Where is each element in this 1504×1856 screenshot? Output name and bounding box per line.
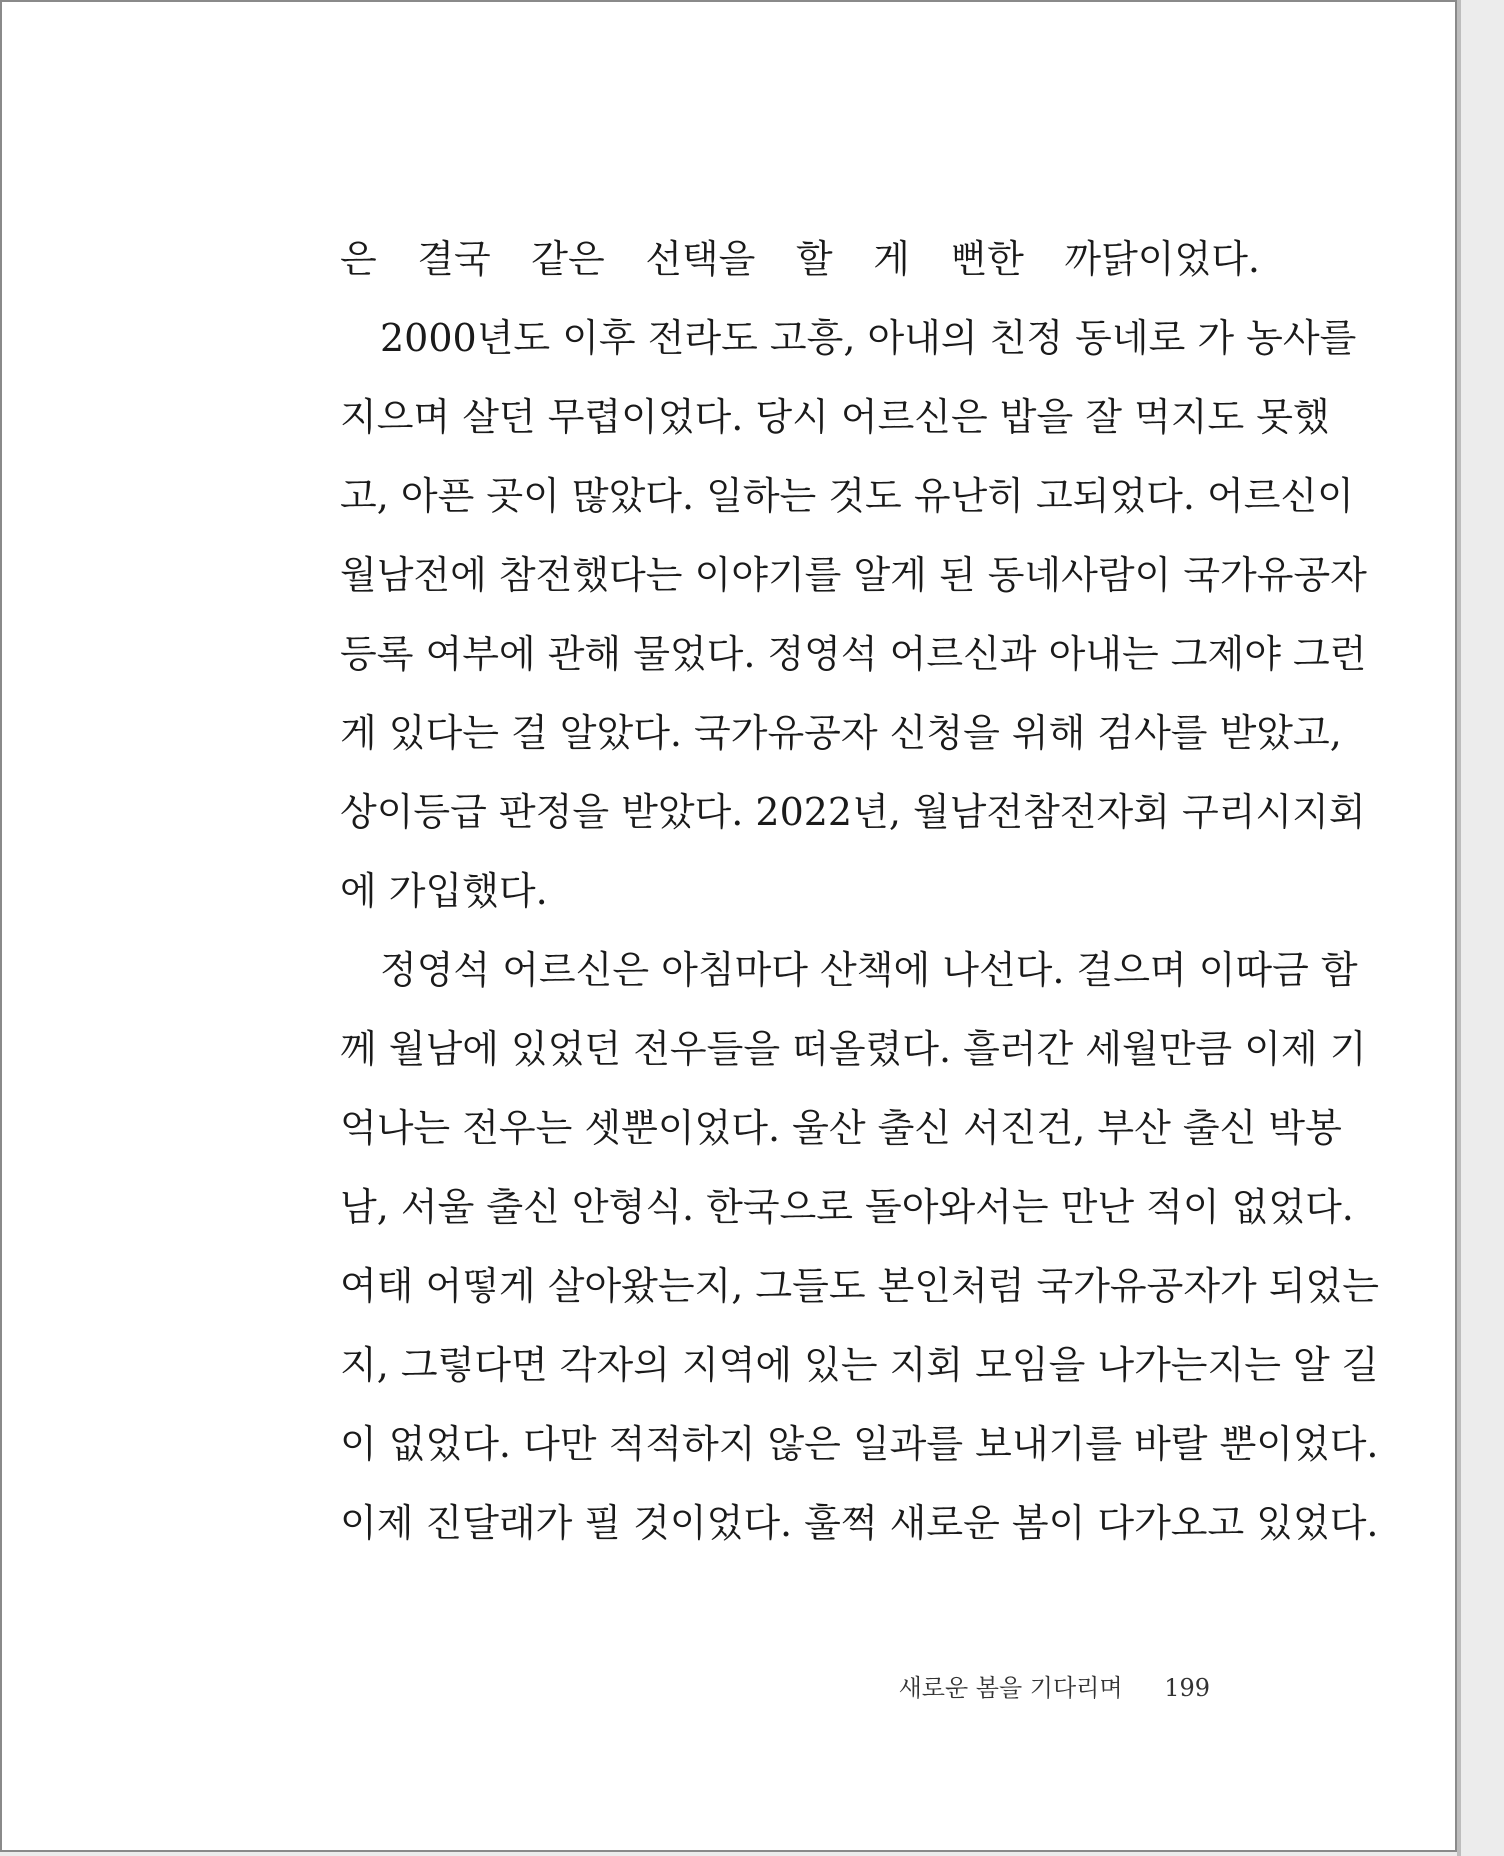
page-number: 199	[1164, 1674, 1210, 1702]
text-line: 에 가입했다.	[340, 869, 548, 913]
text-line: 지으며 살던 무렵이었다. 당시 어르신은 밥을 잘 먹지도 못했	[340, 395, 1330, 439]
text-line: 고, 아픈 곳이 많았다. 일하는 것도 유난히 고되었다. 어르신이	[340, 474, 1354, 518]
text-line: 억나는 전우는 셋뿐이었다. 울산 출신 서진건, 부산 출신 박봉	[340, 1106, 1342, 1150]
text-line: 2000년도 이후 전라도 고흥, 아내의 친정 동네로 가 농사를	[380, 316, 1357, 360]
text-line: 정영석 어르신은 아침마다 산책에 나선다. 걸으며 이따금 함	[380, 948, 1358, 992]
text-line: 게 있다는 걸 알았다. 국가유공자 신청을 위해 검사를 받았고,	[340, 711, 1342, 755]
page-edge-shadow	[1457, 0, 1461, 1856]
text-line: 께 월남에 있었던 전우들을 떠올렸다. 흘러간 세월만큼 이제 기	[340, 1027, 1367, 1071]
text-line: 지, 그렇다면 각자의 지역에 있는 지회 모임을 나가는지는 알 길	[340, 1343, 1379, 1387]
text-line: 이제 진달래가 필 것이었다. 훌쩍 새로운 봄이 다가오고 있었다.	[340, 1501, 1379, 1545]
text-line: 월남전에 참전했다는 이야기를 알게 된 동네사람이 국가유공자	[340, 553, 1367, 597]
text-line: 이 없었다. 다만 적적하지 않은 일과를 보내기를 바랄 뿐이었다.	[340, 1422, 1379, 1466]
text-line: 남, 서울 출신 안형식. 한국으로 돌아와서는 만난 적이 없었다.	[340, 1185, 1354, 1229]
page-footer	[899, 1668, 1210, 1703]
text-line: 여태 어떻게 살아왔는지, 그들도 본인처럼 국가유공자가 되었는	[340, 1264, 1379, 1308]
running-title: 새로운 봄을 기다리며	[898, 1674, 1123, 1702]
text-line: 은 결국 같은 선택을 할 게 뻔한 까닭이었다.	[340, 237, 1260, 281]
body-text	[340, 224, 1379, 1567]
text-line: 등록 여부에 관해 물었다. 정영석 어르신과 아내는 그제야 그런	[340, 632, 1367, 676]
text-line: 상이등급 판정을 받았다. 2022년, 월남전참전자회 구리시지회	[340, 790, 1366, 834]
